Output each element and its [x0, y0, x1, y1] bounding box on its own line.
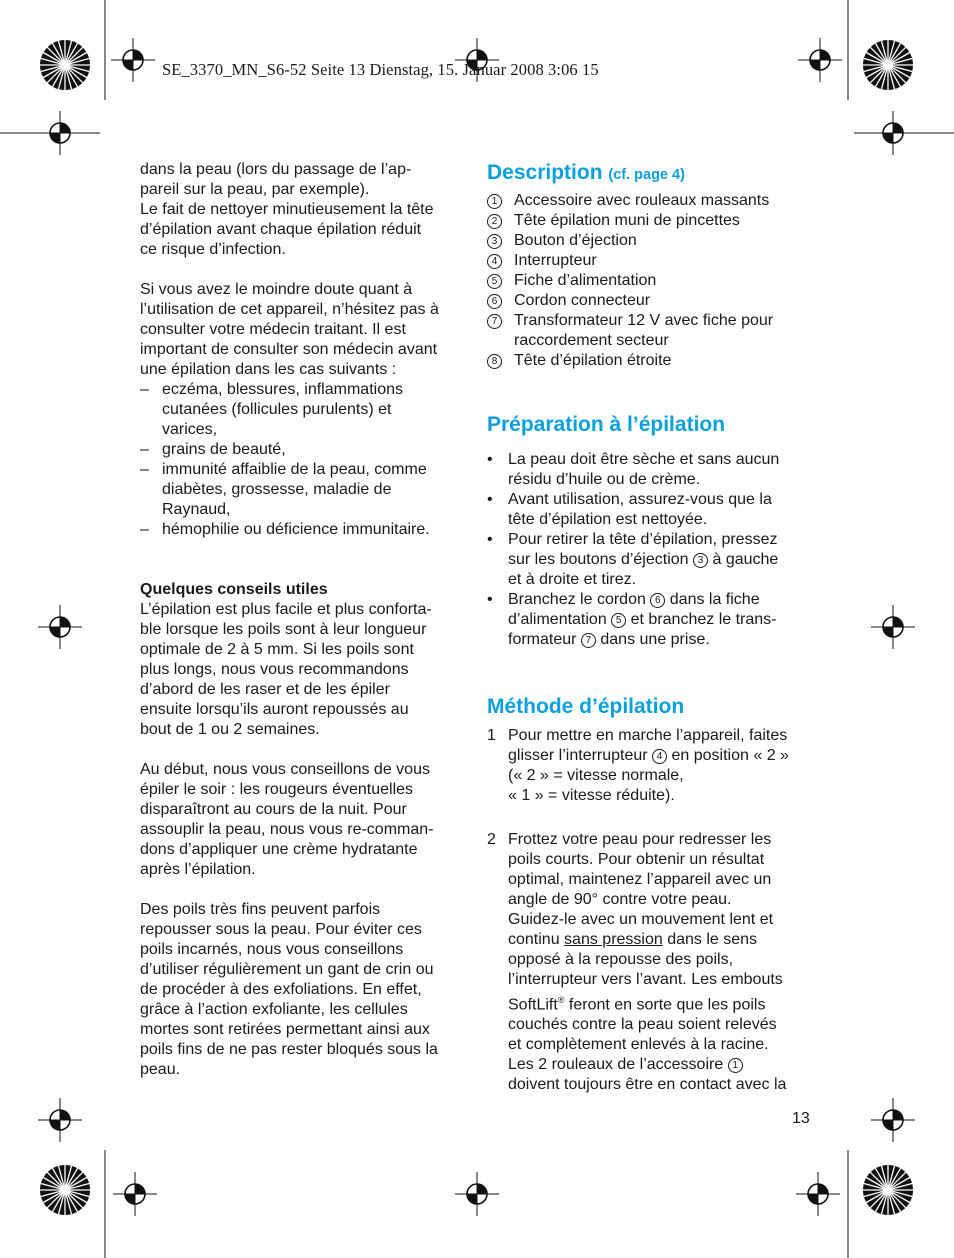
- intro-paragraph: dans la peau (lors du passage de l’ap- pareil sur la peau, par exemple). Le fait de nettoyer minutieusement la tête d’épilation avant chaque épilation réduit ce risque d’infection.: [140, 161, 434, 258]
- parts-list: [487, 191, 817, 371]
- print-header: SE_3370_MN_S6-52 Seite 13 Dienstag, 15. Januar 2008 3:06 15: [162, 60, 599, 79]
- step-item: 1 Pour mettre en marche l’appareil, faites glisser l’interrupteur 4 en position « 2 » (« 2 » = vitesse normale, « 1 » = vitesse réduite).: [487, 727, 789, 804]
- list-item: 2 Tête épilation muni de pincettes: [487, 211, 817, 231]
- underlined-text: sans pression: [564, 931, 663, 948]
- evening-paragraph: Au début, nous vous conseillons de vous épiler le soir : les rougeurs éventuelles disparaîtront au cours de la nuit. Pour assouplir la peau, nous vous re-comman- dons d’appliquer une crème hydratante après l’épilation.: [140, 761, 434, 878]
- tips-heading: Quelques conseils utiles: [140, 581, 328, 598]
- doubt-paragraph: Si vous avez le moindre doute quant à l’utilisation de cet appareil, n’hésitez pas à consulter votre médecin traitant. Il est important de consulter son médecin avant une épilation dans les cas suivants :: [140, 281, 439, 378]
- method-steps: [487, 726, 817, 1095]
- number-badge: 3: [693, 553, 708, 568]
- number-badge: 6: [487, 294, 502, 309]
- preparation-list: [487, 450, 817, 650]
- list-item: 4 Interrupteur: [487, 251, 817, 271]
- list-item: 5 Fiche d’alimentation: [487, 271, 817, 291]
- number-badge: 5: [611, 613, 626, 628]
- number-badge: 4: [487, 254, 502, 269]
- list-item: 8 Tête d’épilation étroite: [487, 351, 817, 371]
- list-item: 3 Bouton d’éjection: [487, 231, 817, 251]
- number-badge: 7: [581, 633, 596, 648]
- method-heading: Méthode d’épilation: [487, 695, 685, 718]
- list-item: 6 Cordon connecteur: [487, 291, 817, 311]
- number-badge: 5: [487, 274, 502, 289]
- number-badge: 6: [650, 593, 665, 608]
- list-item: • La peau doit être sèche et sans aucun résidu d’huile ou de crème.: [487, 451, 780, 488]
- list-item: • Branchez le cordon 6 dans la fiche d’alimentation 5 et branchez le trans- formateur 7 dans une prise.: [487, 591, 777, 648]
- list-item: – grains de beauté,: [140, 441, 286, 458]
- page-reference: (cf. page 4): [608, 167, 685, 183]
- description-heading: Description (cf. page 4): [487, 161, 685, 184]
- number-badge: 7: [487, 314, 502, 329]
- number-badge: 4: [652, 749, 667, 764]
- number-badge: 2: [487, 214, 502, 229]
- list-item: – hémophilie ou déficience immunitaire.: [140, 521, 430, 538]
- left-column: [140, 160, 470, 1080]
- step-item: 2 Frottez votre peau pour redresser les poils courts. Pour obtenir un résultat optimal, maintenez l’appareil avec un angle de 90° contre votre peau. Guidez-le avec un mouvement lent et continu sans pression dans le sens opposé à la repousse des poils, l’interrupteur vers l’avant. Les embouts SoftLift® feront en sorte que les poils couchés contre la peau soient relevés et complètement enlevés à la racine. Les 2 rouleaux de l’accessoire 1 doivent toujours être en contact avec la: [487, 831, 787, 1094]
- number-badge: 1: [487, 194, 502, 209]
- ingrown-paragraph: Des poils très fins peuvent parfois repousser sous la peau. Pour éviter ces poils incarnés, nous vous conseillons d’utiliser régulièrement un gant de crin ou de procéder à des exfoliations. En effet, grâce à l’action exfoliante, les cellules mortes sont retirées permettant ainsi aux poils fins de ne pas rester bloqués sous la peau.: [140, 901, 438, 1078]
- conditions-list: [140, 380, 470, 540]
- right-column: [487, 160, 817, 1095]
- page-number: 13: [792, 1110, 810, 1127]
- number-badge: 1: [728, 1058, 743, 1073]
- list-item: – immunité affaiblie de la peau, comme diabètes, grossesse, maladie de Raynaud,: [140, 461, 427, 518]
- list-item: – eczéma, blessures, inflammations cutanées (follicules purulents) et varices,: [140, 381, 403, 438]
- list-item: 1 Accessoire avec rouleaux massants: [487, 191, 817, 211]
- tips-paragraph: L’épilation est plus facile et plus conforta- ble lorsque les poils sont à leur longueur optimale de 2 à 5 mm. Si les poils sont plus longs, nous vous recommandons d’abord de les raser et de les épiler ensuite lorsqu’ils auront repoussés au bout de 1 ou 2 semaines.: [140, 601, 432, 738]
- number-badge: 3: [487, 234, 502, 249]
- list-item: • Avant utilisation, assurez-vous que la tête d’épilation est nettoyée.: [487, 491, 772, 528]
- preparation-heading: Préparation à l’épilation: [487, 413, 726, 436]
- list-item: • Pour retirer la tête d’épilation, pressez sur les boutons d’éjection 3 à gauche et à droite et tirez.: [487, 531, 779, 588]
- list-item: 7 Transformateur 12 V avec fiche pour raccordement secteur: [487, 311, 817, 351]
- number-badge: 8: [487, 354, 502, 369]
